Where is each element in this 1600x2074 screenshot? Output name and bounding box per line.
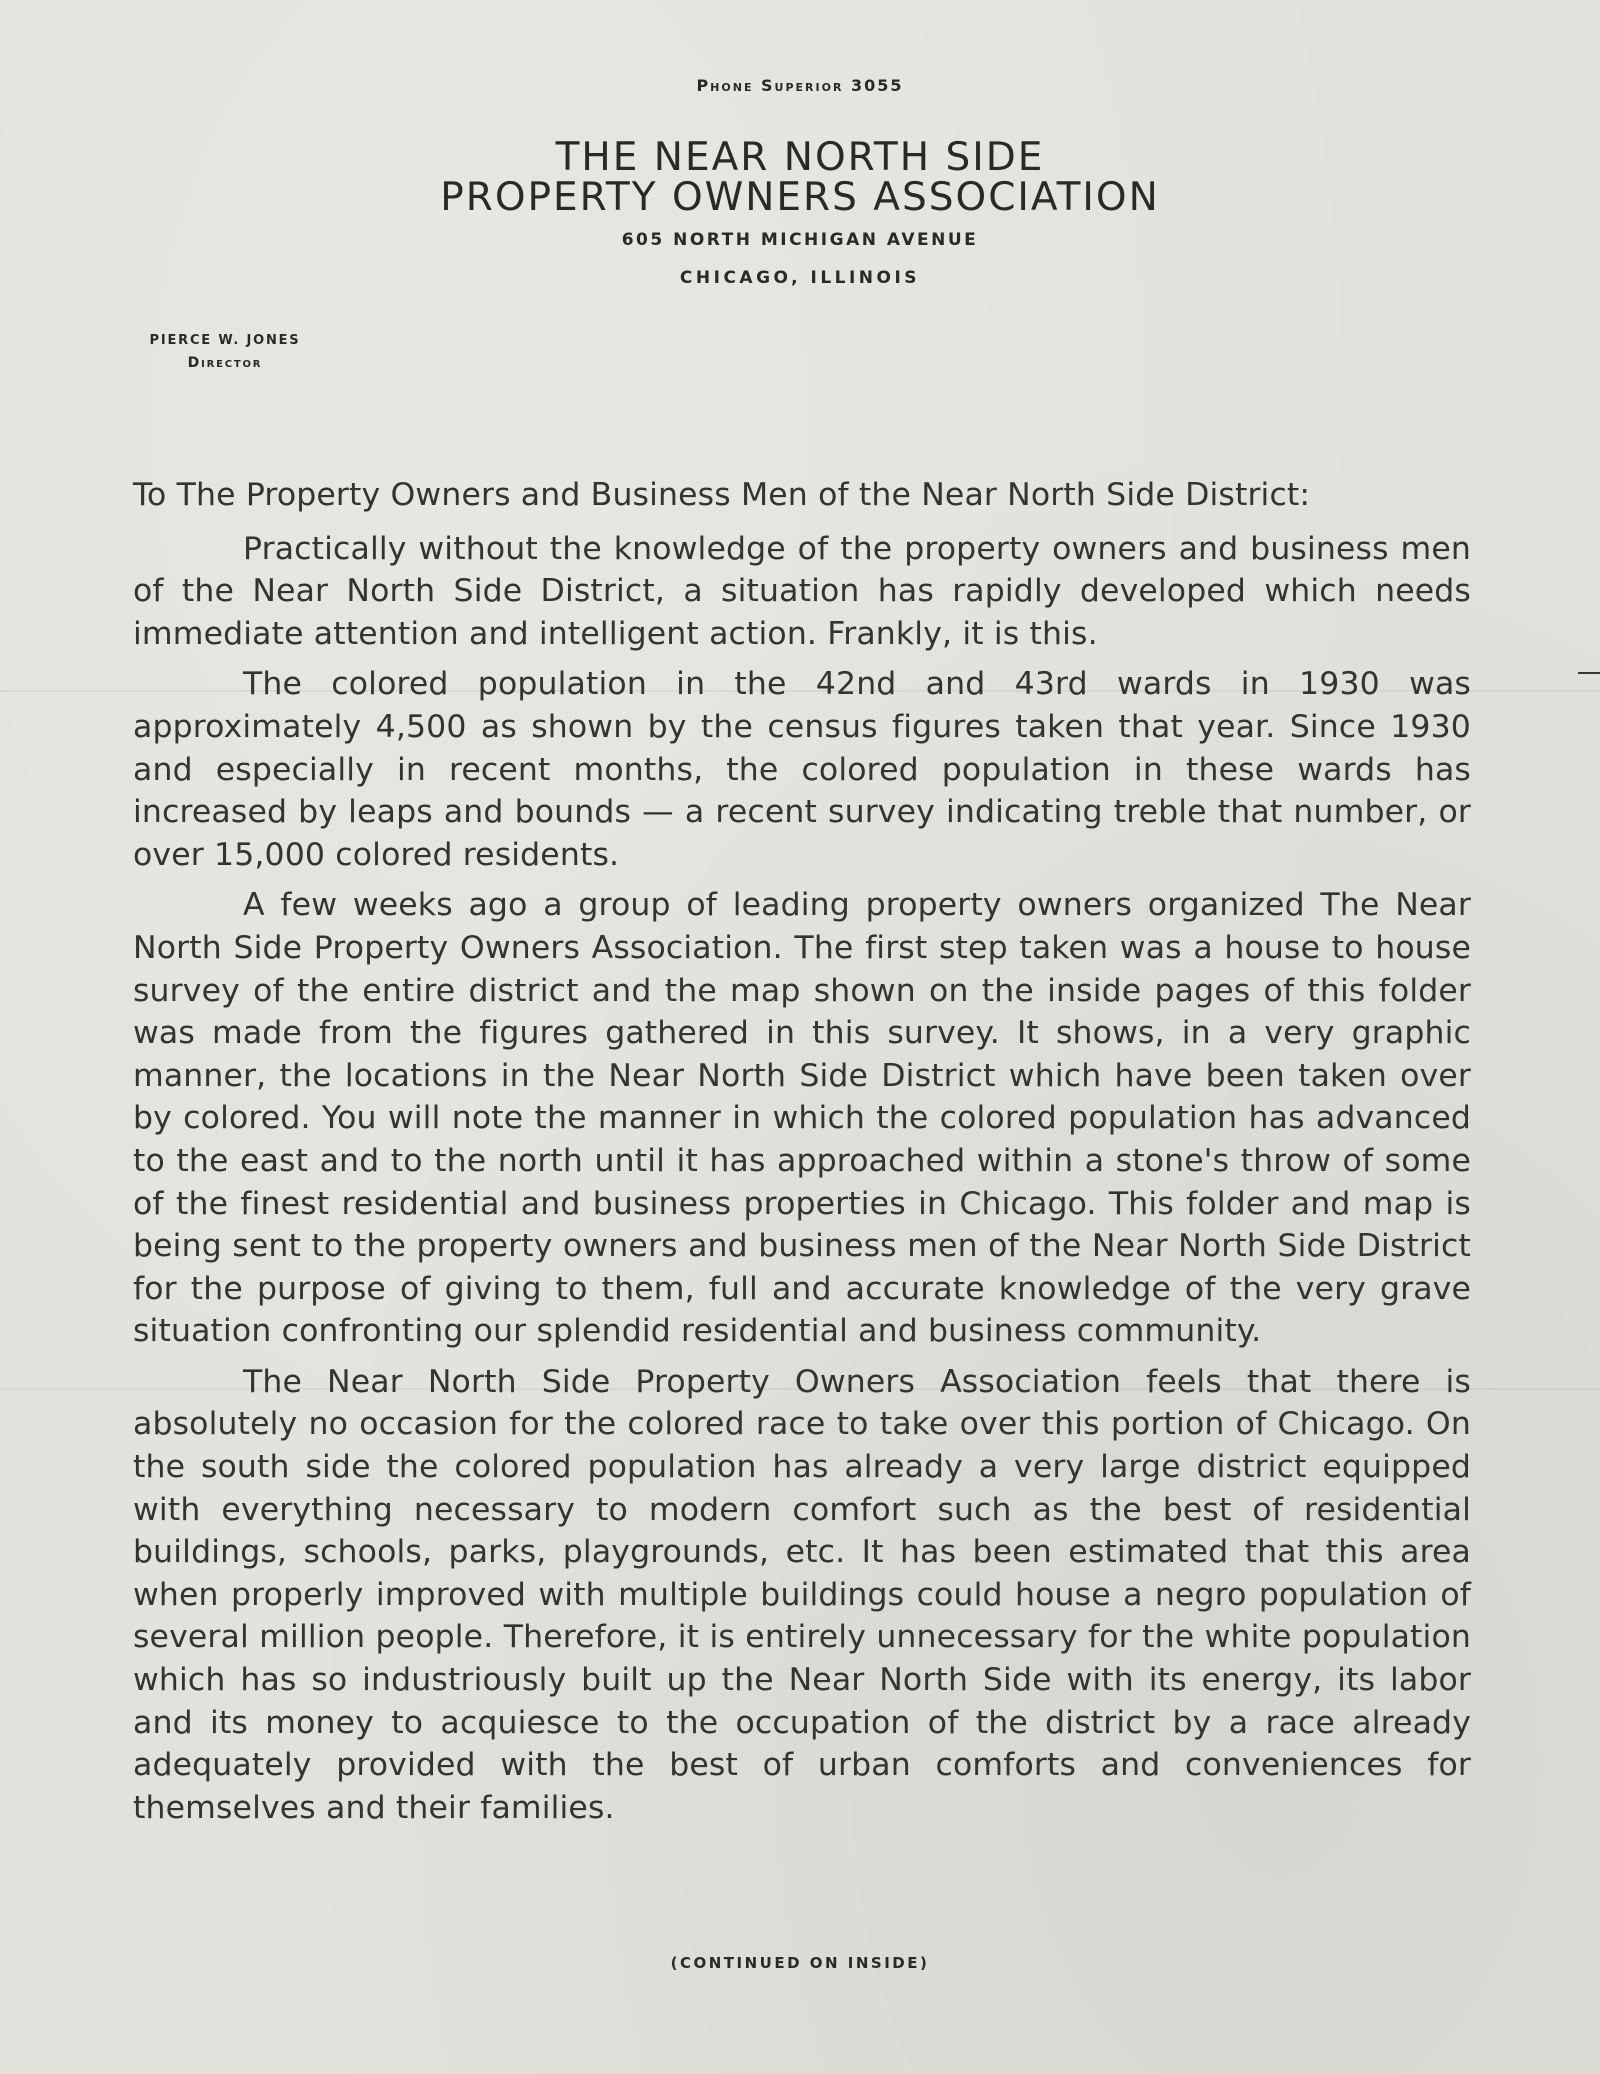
director-block xyxy=(120,330,330,374)
letter-paragraph: The colored population in the 42nd and 43rd wards in 1930 was approximately 4,500 as shown by the census figures taken that year. Since 1930 and especially in recent months, the colored population in these wards has increased by leaps and bounds — a recent survey indicating treble that number, or over 15,000 colored residents. xyxy=(133,666,1471,873)
letter-paragraph: Practically without the knowledge of the property owners and business men of the Near North Side District, a situation has rapidly developed which needs immediate attention and intelligent action. Frankly, it is this. xyxy=(133,530,1471,652)
letterhead-address: 605 NORTH MICHIGAN AVENUE xyxy=(621,230,979,250)
letter-body xyxy=(133,474,1471,1837)
director-name: PIERCE W. JONES xyxy=(149,333,301,348)
letterhead-phone: Phone Superior 3055 xyxy=(696,76,904,95)
letterhead-city: CHICAGO, ILLINOIS xyxy=(679,268,921,288)
continued-note: (CONTINUED ON INSIDE) xyxy=(670,1954,930,1972)
letterhead-organization-name xyxy=(0,135,1600,220)
director-title: Director xyxy=(187,355,263,371)
paper-edge-mark xyxy=(1578,672,1600,674)
letter-paragraph: The Near North Side Property Owners Association feels that there is absolutely no occasion for the colored race to take over this portion of Chicago. On the south side the colored population has already a very large district equipped with everything necessary to modern comfort such as the best of residential buildings, schools, parks, playgrounds, etc. It has been estimated that this area when properly improved with multiple buildings could house a negro population of several million people. Therefore, it is entirely unnecessary for the white population which has so industriously built up the Near North Side with its energy, its labor and its money to acquiesce to the occupation of the district by a race already adequately provided with the best of urban comforts and conveniences for themselves and their families. xyxy=(133,1363,1471,1826)
letter-paragraph: A few weeks ago a group of leading property owners organized The Near North Side Property Owners Association. The first step taken was a house to house survey of the entire district and the map shown on the inside pages of this folder was made from the figures gathered in this survey. It shows, in a very graphic manner, the locations in the Near North Side District which have been taken over by colored. You will note the manner in which the colored population has advanced to the east and to the north until it has approached within a stone's throw of some of the finest residential and business properties in Chicago. This folder and map is being sent to the property owners and business men of the Near North Side District for the purpose of giving to them, full and accurate knowledge of the very grave situation confronting our splendid residential and business community. xyxy=(133,887,1471,1350)
letter-salutation: To The Property Owners and Business Men of the Near North Side District: xyxy=(133,477,1311,513)
organization-name-line-2: PROPERTY OWNERS ASSOCIATION xyxy=(440,175,1160,220)
organization-name-line-1: THE NEAR NORTH SIDE xyxy=(555,135,1045,180)
